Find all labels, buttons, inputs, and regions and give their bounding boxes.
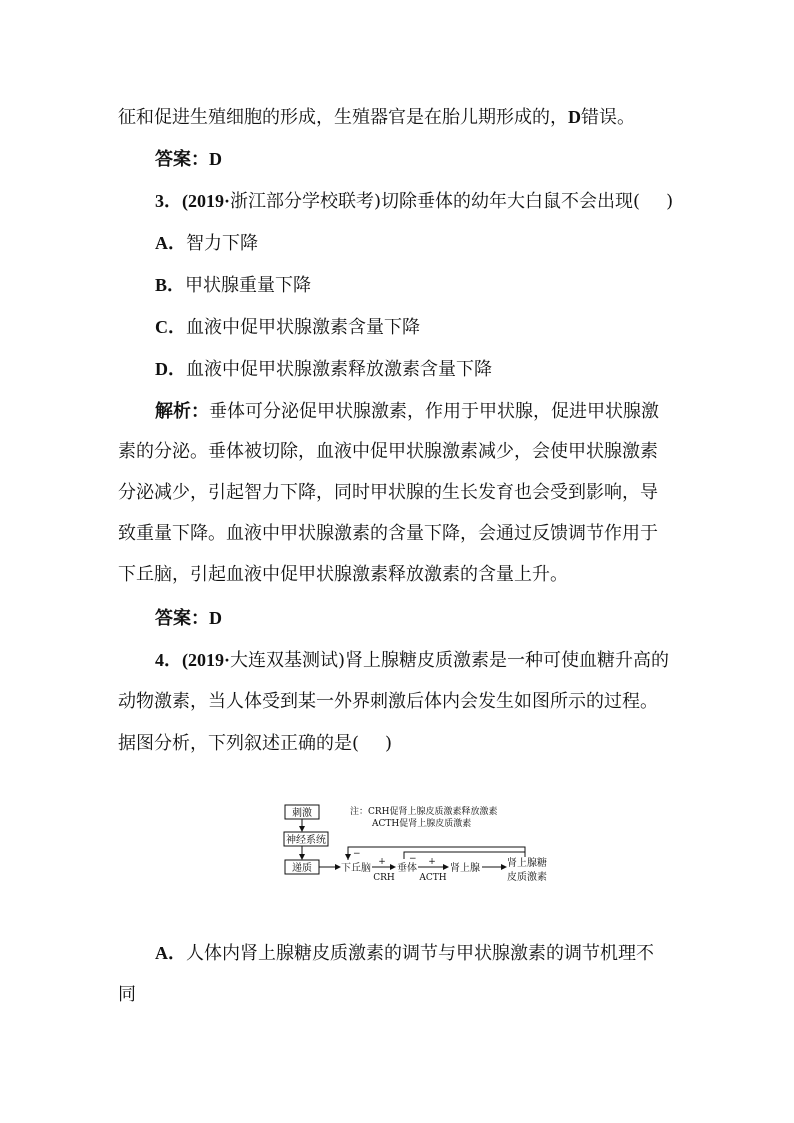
answer-value: D xyxy=(209,608,222,628)
question-text: 切除垂体的幼年大白鼠不会出现 xyxy=(381,191,634,212)
option-d xyxy=(155,360,492,379)
answer-paren-close: ) xyxy=(385,733,393,754)
stimulus-label: 刺激 xyxy=(292,808,312,819)
plus-sign: + xyxy=(428,857,436,867)
question-text: 动物激素，当人体受到某一外界刺激后体内会发生如图所示的过程。 xyxy=(118,691,658,712)
question-4-line-1 xyxy=(155,651,669,670)
q4-option-a-line-2 xyxy=(118,986,136,1004)
analysis-label: 解析： xyxy=(155,401,209,421)
question-text: 据图分析，下列叙述正确的是 xyxy=(118,733,352,754)
note-line-2: ACTH促肾上腺皮质激素 xyxy=(372,819,472,829)
option-text: 甲状腺重量下降 xyxy=(185,275,312,296)
option-letter: D xyxy=(568,107,581,127)
question-4-line-2 xyxy=(118,693,658,711)
analysis-text: 垂体可分泌促甲状腺激素，作用于甲状腺，促进甲状腺激 xyxy=(209,401,659,422)
answer-paren-open: ( xyxy=(633,191,641,212)
paragraph-continuation xyxy=(118,108,635,127)
analysis-line-3 xyxy=(118,484,658,502)
option-text: 血液中促甲状腺激素释放激素含量下降 xyxy=(186,359,492,380)
question-number: 3． xyxy=(155,191,182,211)
hypothalamus-label: 下丘脑 xyxy=(341,863,371,874)
analysis-line-5 xyxy=(118,566,568,584)
minus-sign: − xyxy=(353,849,361,859)
option-a xyxy=(155,234,258,253)
pituitary-label: 垂体 xyxy=(397,863,417,874)
question-source: 浙江部分学校联考) xyxy=(230,191,382,212)
option-text: 智力下降 xyxy=(186,233,258,254)
analysis-text: 分泌减少，引起智力下降，同时甲状腺的生长发育也会受到影响，导 xyxy=(118,482,658,503)
paragraph-tail: 错误。 xyxy=(581,107,635,128)
question-text: 肾上腺糖皮质激素是一种可使血糖升高的 xyxy=(345,650,670,671)
note-line-1: 注：CRH促肾上腺皮质激素释放激素 xyxy=(350,807,498,817)
question-source: 大连双基测试) xyxy=(230,650,346,671)
analysis-line-1 xyxy=(155,402,659,421)
option-letter: A． xyxy=(155,233,186,253)
option-b xyxy=(155,276,311,295)
question-3 xyxy=(155,192,673,211)
result-label-line1: 肾上腺糖 xyxy=(507,858,547,869)
plus-sign: + xyxy=(378,857,386,867)
question-4-line-3 xyxy=(118,735,392,753)
analysis-text: 下丘脑，引起血液中促甲状腺激素释放激素的含量上升。 xyxy=(118,564,568,585)
option-letter: A． xyxy=(155,943,186,963)
hormone-regulation-diagram xyxy=(280,800,552,888)
answer-label: 答案： xyxy=(155,149,209,169)
transmitter-label: 递质 xyxy=(292,863,312,874)
answer-line xyxy=(155,150,222,169)
answer-label: 答案： xyxy=(155,608,209,628)
nervous-system-label: 神经系统 xyxy=(286,835,326,846)
answer-value: D xyxy=(209,149,222,169)
paragraph-text: 征和促进生殖细胞的形成，生殖器官是在胎儿期形成的， xyxy=(118,107,568,128)
analysis-line-4 xyxy=(118,525,658,543)
option-letter: B． xyxy=(155,275,186,295)
result-label-line2: 皮质激素 xyxy=(507,872,547,883)
option-text: 同 xyxy=(118,984,136,1005)
answer-paren-close: ) xyxy=(666,191,674,212)
question-source-year: (2019· xyxy=(182,191,230,211)
acth-label: ACTH xyxy=(419,873,447,883)
analysis-text: 素的分泌。垂体被切除，血液中促甲状腺激素减少，会使甲状腺激素 xyxy=(118,441,658,462)
q4-option-a-line-1 xyxy=(155,944,654,963)
answer-line xyxy=(155,609,222,628)
minus-sign: − xyxy=(409,854,417,864)
option-letter: C． xyxy=(155,317,186,337)
option-text: 人体内肾上腺糖皮质激素的调节与甲状腺激素的调节机理不 xyxy=(186,943,654,964)
question-source-year: (2019· xyxy=(182,650,230,670)
feedback-line-hypothalamus xyxy=(348,847,525,860)
adrenal-label: 肾上腺 xyxy=(450,863,480,874)
option-c xyxy=(155,318,420,337)
option-text: 血液中促甲状腺激素含量下降 xyxy=(186,317,420,338)
analysis-line-2 xyxy=(118,443,658,461)
crh-label: CRH xyxy=(373,873,395,883)
question-number: 4． xyxy=(155,650,182,670)
option-letter: D． xyxy=(155,359,186,379)
analysis-text: 致重量下降。血液中甲状腺激素的含量下降，会通过反馈调节作用于 xyxy=(118,523,658,544)
answer-paren-open: ( xyxy=(352,733,360,754)
